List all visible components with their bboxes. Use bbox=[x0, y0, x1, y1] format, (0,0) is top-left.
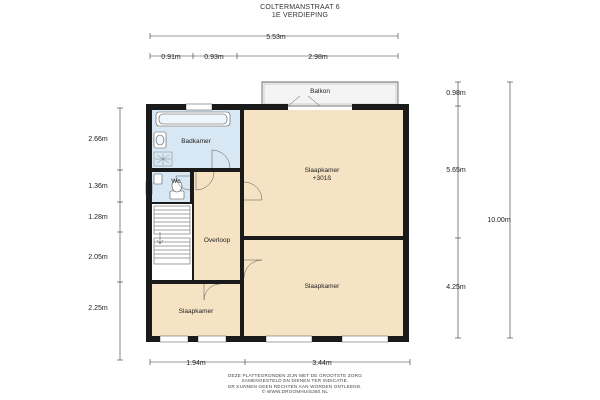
balcony bbox=[262, 82, 398, 106]
dim-top-total: 5.53m bbox=[266, 34, 286, 41]
room-label-slaapkamer-small: Slaapkamer bbox=[178, 308, 214, 315]
dim-left-1: 2.66m bbox=[88, 136, 108, 143]
dim-right-low: 4.25m bbox=[446, 284, 466, 291]
sink bbox=[154, 132, 166, 148]
room-label-slaapkamer-back: Slaapkamer bbox=[304, 283, 340, 290]
disclaimer-line-3: ER KUNNEN GEEN RECHTEN AAN WORDEN ONTLEEND. bbox=[228, 383, 362, 389]
dim-top-mid: 0.93m bbox=[204, 54, 224, 61]
wc-sink bbox=[154, 174, 162, 184]
room-label-wc: Wc bbox=[171, 178, 181, 185]
right-dimensions bbox=[455, 82, 513, 338]
plan-floor: 1E VERDIEPING bbox=[271, 12, 329, 19]
dim-bottom-left: 1.94m bbox=[186, 360, 206, 367]
disclaimer-line-1: DEZE PLATTEGRONDEN ZIJN MET DE GROOTSTE ZORG bbox=[228, 373, 362, 378]
room-label-badkamer: Badkamer bbox=[181, 138, 211, 145]
room-label-slaapkamer-main: Slaapkamer bbox=[304, 167, 340, 174]
disclaimer-line-2: SAMENGESTELD EN DIENEN TER INDICATIE. bbox=[241, 378, 349, 384]
room-label-slaapkamer-main-sub: +301ß bbox=[312, 175, 332, 182]
dim-left-3: 1.28m bbox=[88, 214, 108, 221]
room-label-overloop: Overloop bbox=[203, 237, 231, 244]
left-dimensions bbox=[117, 108, 123, 360]
dim-right-total: 10.00m bbox=[487, 217, 511, 224]
dim-top-right: 2.98m bbox=[308, 54, 328, 61]
disclaimer-line-4: © WWW.DROOMHUIS360.NL bbox=[261, 389, 329, 395]
disclaimer bbox=[150, 373, 440, 395]
dim-right-mid: 5.65m bbox=[446, 167, 466, 174]
dim-bottom-right: 3.44m bbox=[312, 360, 332, 367]
bathtub bbox=[156, 112, 230, 126]
room-label-balkon: Balkon bbox=[310, 88, 330, 95]
dim-right-top: 0.98m bbox=[446, 90, 466, 97]
dim-left-2: 1.36m bbox=[88, 183, 108, 190]
plan-title: COLTERMANSTRAAT 6 bbox=[260, 4, 340, 11]
dim-left-5: 2.25m bbox=[88, 305, 108, 312]
dim-top-left: 0.91m bbox=[161, 54, 181, 61]
dim-left-4: 2.05m bbox=[88, 254, 108, 261]
